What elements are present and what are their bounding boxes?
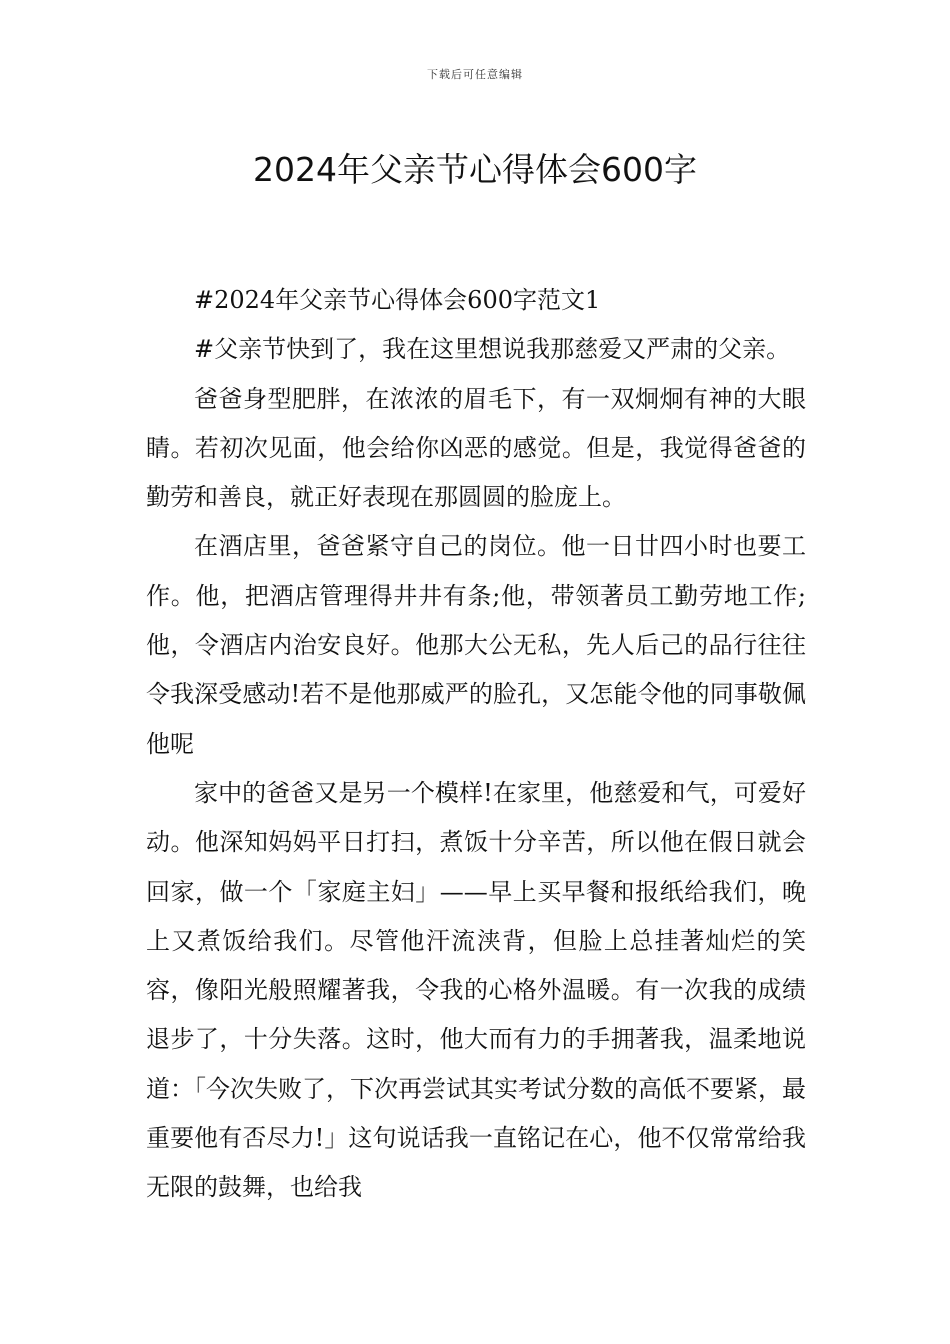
paragraph: 家中的爸爸又是另一个模样!在家里，他慈爱和气，可爱好动。他深知妈妈平日打扫，煮饭十分辛苦，所以他在假日就会回家，做一个「家庭主妇」——早上买早餐和报纸给我们，晚上又煮饭给我们。尽管他汗流浃背，但脸上总挂著灿烂的笑容，像阳光般照耀著我，令我的心格外温暖。有一次我的成绩退步了，十分失落。这时，他大而有力的手拥著我，温柔地说道：「今次失败了，下次再尝试其实考试分数的高低不要紧，最重要他有否尽力!」这句说话我一直铭记在心，他不仅常常给我无限的鼓舞，也给我 (146, 778, 806, 1202)
paragraph: 在酒店里，爸爸紧守自己的岗位。他一日廿四小时也要工作。他，把酒店管理得井井有条;他，带领著员工勤劳地工作;他，令酒店内治安良好。他那大公无私，先人后己的品行往往令我深受感动!若不是他那威严的脸孔，又怎能令他的同事敬佩他呢 (146, 532, 806, 758)
paragraph-subtitle: #2024年父亲节心得体会600字范文1 (194, 286, 601, 314)
paragraph: 爸爸身型肥胖，在浓浓的眉毛下，有一双炯炯有神的大眼睛。若初次见面，他会给你凶恶的感觉。但是，我觉得爸爸的勤劳和善良，就正好表现在那圆圆的脸庞上。 (146, 384, 806, 512)
paragraph: #父亲节快到了，我在这里想说我那慈爱又严肃的父亲。 (194, 335, 791, 364)
document-body (146, 276, 806, 1213)
header-note: 下载后可任意编辑 (427, 68, 523, 81)
document-title: 2024年父亲节心得体会600字 (253, 150, 697, 190)
